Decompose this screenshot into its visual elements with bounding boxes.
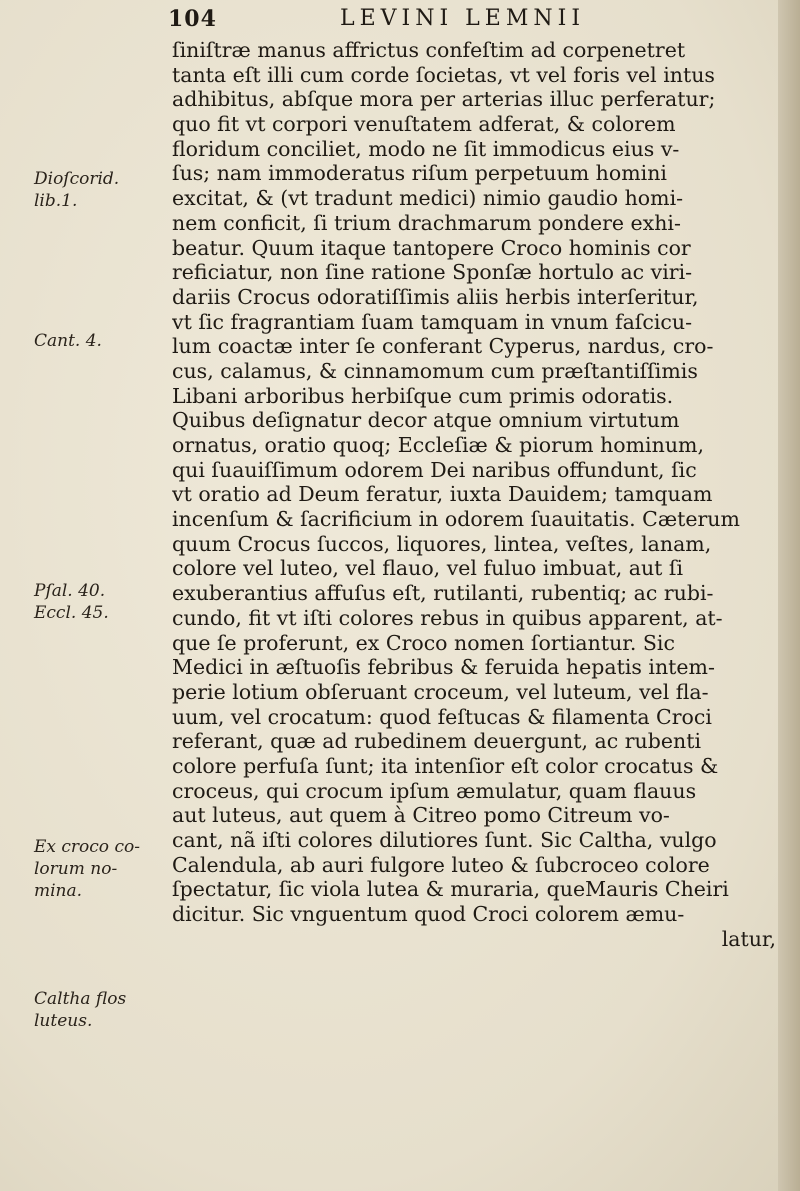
text-line: Calendula, ab auri fulgore luteo & ſubcroceo colore bbox=[172, 852, 710, 877]
text-line: ſiniſtræ manus affrictus confeſtim ad corpenetret bbox=[172, 38, 686, 62]
text-line: cundo, fit vt iſti colores rebus in quibus apparent, at- bbox=[172, 605, 723, 630]
margin-notes bbox=[0, 0, 160, 1191]
text-line: Medici in æſtuoſis febribus & feruida hepatis intem- bbox=[172, 655, 715, 680]
margin-note-line: lib.1. bbox=[34, 191, 78, 211]
margin-note-line: luteus. bbox=[34, 1011, 93, 1031]
margin-note-line: Ex croco co- bbox=[34, 837, 140, 857]
text-line: adhibitus, abſque mora per arterias illuc perferatur; bbox=[172, 87, 716, 112]
text-line: lum coactæ inter ſe conferant Cyperus, nardus, cro- bbox=[172, 334, 714, 359]
text-line: vt oratio ad Deum feratur, iuxta Dauidem; tamquam bbox=[172, 482, 713, 507]
margin-note-line: lorum no- bbox=[34, 859, 118, 879]
text-line: colore vel luteo, vel flauo, vel fuluo imbuat, aut ſi bbox=[172, 556, 684, 581]
text-line: croceus, qui crocum ipſum æmulatur, quam flauus bbox=[172, 778, 697, 803]
text-line: incenſum & ſacrificium in odorem ſuauitatis. Cæterum bbox=[172, 507, 740, 532]
margin-note-line: Cant. 4. bbox=[34, 331, 102, 351]
text-line: ſpectatur, ſic viola lutea & muraria, queMauris Cheiri bbox=[172, 877, 729, 902]
margin-note-line: Pſal. 40. bbox=[34, 581, 106, 601]
text-line: reficiatur, non ſine ratione Sponſæ hortulo ac viri- bbox=[172, 260, 693, 285]
text-line: uum, vel crocatum: quod feſtucas & filamenta Croci bbox=[172, 704, 712, 729]
text-line: ſus; nam immoderatus riſum perpetuum homini bbox=[172, 161, 667, 186]
page-header bbox=[168, 6, 768, 36]
margin-note-line: mina. bbox=[34, 881, 83, 901]
text-line: que ſe proferunt, ex Croco nomen ſortiantur. Sic bbox=[172, 630, 675, 655]
margin-note-line: Caltha flos bbox=[34, 989, 127, 1009]
text-line: dariis Crocus odoratiſſimis aliis herbis interſeritur, bbox=[172, 284, 699, 309]
margin-note bbox=[34, 580, 154, 624]
text-line: cus, calamus, & cinnamomum cum præſtantiſſimis bbox=[172, 358, 698, 383]
margin-note-line: Eccl. 45. bbox=[34, 603, 109, 623]
text-line: tanta eſt illi cum corde ſocietas, vt vel foris vel intus bbox=[172, 62, 715, 87]
margin-note bbox=[34, 330, 154, 352]
text-line: beatur. Quum itaque tantopere Croco hominis cor bbox=[172, 235, 691, 260]
page-number: 104 bbox=[168, 6, 217, 32]
text-line: qui ſuauiſſimum odorem Dei naribus offundunt, ſic bbox=[172, 457, 697, 482]
text-line: cant, nã iſti colores dilutiores ſunt. Sic Caltha, vulgo bbox=[172, 828, 717, 852]
text-line: vt ſic fragrantiam ſuam tamquam in vnum faſcicu- bbox=[172, 309, 693, 334]
margin-note bbox=[34, 988, 154, 1032]
text-line: colore perfuſa ſunt; ita intenſior eſt color crocatus & bbox=[172, 753, 719, 778]
running-head: LEVINI LEMNII bbox=[340, 6, 586, 31]
text-line: quum Crocus ſuccos, liquores, lintea, veſtes, lanam, bbox=[172, 531, 712, 556]
margin-note bbox=[34, 836, 154, 902]
text-line: latur, bbox=[721, 926, 776, 951]
text-line: dicitur. Sic vnguentum quod Croci colorem æmu- bbox=[172, 902, 685, 927]
text-line: excitat, & (vt tradunt medici) nimio gaudio homi- bbox=[172, 186, 684, 211]
margin-note-line: Dioſcorid. bbox=[34, 169, 120, 189]
text-line: exuberantius affuſus eſt, rutilanti, rubentiq; ac rubi- bbox=[172, 581, 714, 606]
text-line: perie lotium obſeruant croceum, vel luteum, vel fla- bbox=[172, 679, 709, 704]
text-line: aut luteus, aut quem à Citreo pomo Citreum vo- bbox=[172, 803, 670, 828]
text-line: ornatus, oratio quoq; Eccleſiæ & piorum hominum, bbox=[172, 433, 704, 457]
text-line: quo fit vt corpori venuſtatem adferat, & colorem bbox=[172, 112, 676, 137]
text-line: Quibus deſignatur decor atque omnium virtutum bbox=[172, 408, 680, 433]
text-line: nem conficit, ſi trium drachmarum pondere exhi- bbox=[172, 210, 681, 235]
text-line: Libani arboribus herbiſque cum primis odoratis. bbox=[172, 383, 674, 408]
body-text bbox=[172, 38, 788, 951]
margin-note bbox=[34, 168, 154, 212]
text-line: referant, quæ ad rubedinem deuergunt, ac rubenti bbox=[172, 729, 702, 754]
text-line: floridum conciliet, modo ne ſit immodicus eius v- bbox=[172, 136, 680, 161]
